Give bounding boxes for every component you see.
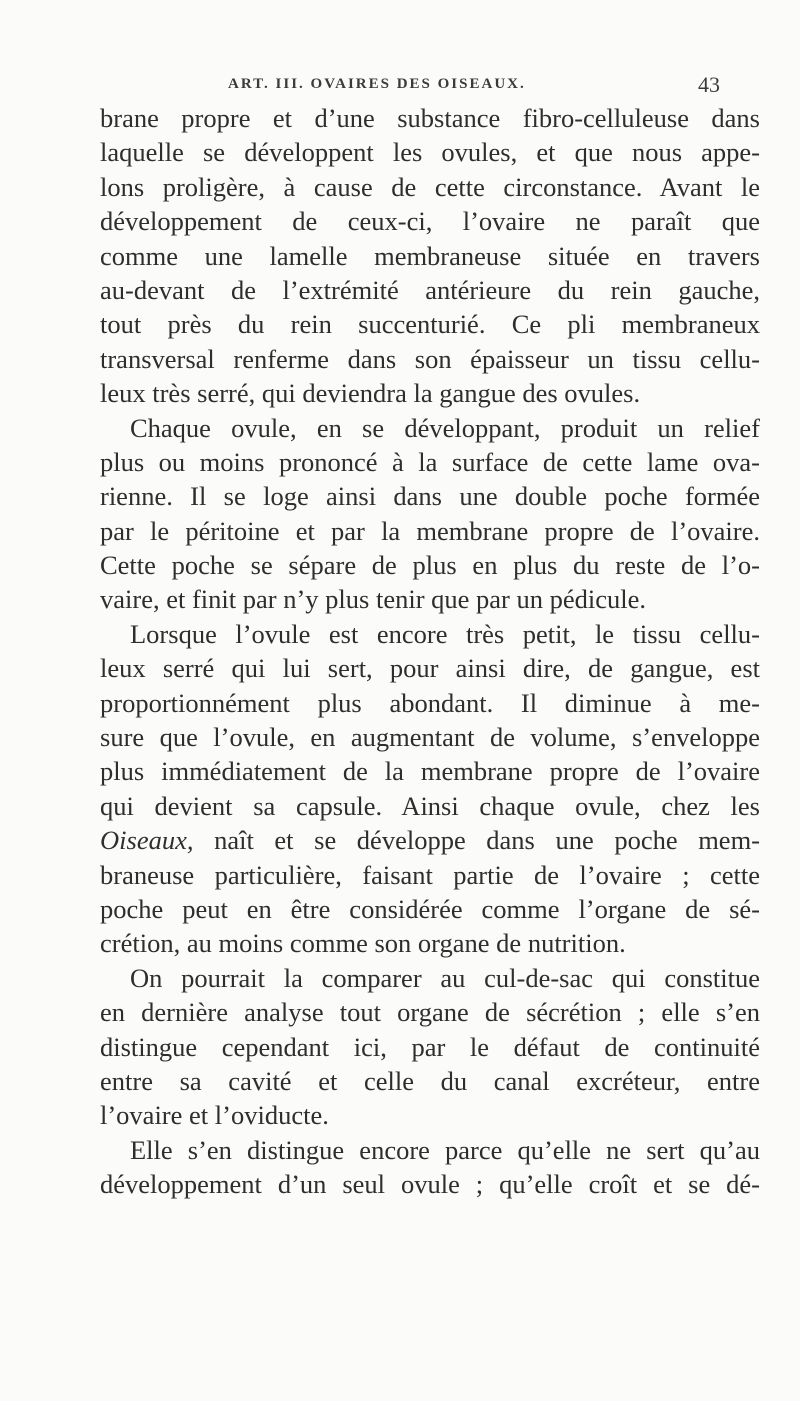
text-line: plus ou moins prononcé à la surface de cette lame ova- [100, 446, 760, 477]
text-line: braneuse particulière, faisant partie de l’ovaire ; cette [100, 859, 760, 890]
italic-term: Oiseaux, [100, 825, 194, 856]
text-line: lons proligère, à cause de cette circonstance. Avant le [100, 171, 760, 202]
text-line: vaire, et finit par n’y plus tenir que par un pédicule. [100, 584, 647, 615]
page-number: 43 [698, 72, 720, 97]
text-line: plus immédiatement de la membrane propre de l’ovaire [100, 756, 760, 787]
text-line: laquelle se développent les ovules, et que nous appe- [100, 137, 760, 168]
text-line: par le péritoine et par la membrane propre de l’ovaire. [100, 515, 760, 546]
text-line-rest: naît et se développe dans une poche mem- [214, 825, 761, 856]
text-line: tout près du rein succenturié. Ce pli membraneux [100, 309, 760, 340]
text-line: crétion, au moins comme son organe de nutrition. [100, 928, 626, 959]
text-line: Elle s’en distingue encore parce qu’elle ne sert qu’au [130, 1134, 760, 1165]
text-line: poche peut en être considérée comme l’organe de sé- [100, 893, 760, 924]
text-line: Chaque ovule, en se développant, produit un relief [130, 412, 760, 443]
text-line: transversal renferme dans son épaisseur un tissu cellu- [100, 343, 760, 374]
text-line: On pourrait la comparer au cul-de-sac qui constitue [130, 962, 760, 993]
text-line: qui devient sa capsule. Ainsi chaque ovule, chez les [100, 790, 760, 821]
running-title: ART. III. OVAIRES DES OISEAUX. [228, 76, 526, 92]
body-text [100, 101, 760, 1202]
text-line [100, 823, 760, 857]
text-line: leux très serré, qui deviendra la gangue des ovules. [100, 378, 641, 409]
text-line: en dernière analyse tout organe de sécrétion ; elle s’en [100, 997, 760, 1028]
text-line: brane propre et d’une substance fibro-celluleuse dans [100, 103, 760, 133]
text-line: développement de ceux-ci, l’ovaire ne paraît que [100, 206, 760, 237]
text-line: proportionnément plus abondant. Il diminue à me- [100, 687, 760, 718]
text-line: sure que l’ovule, en augmentant de volume, s’enveloppe [100, 722, 760, 753]
text-line: rienne. Il se loge ainsi dans une double poche formée [100, 481, 760, 512]
text-line: l’ovaire et l’oviducte. [100, 1100, 329, 1131]
text-line: développement d’un seul ovule ; qu’elle croît et se dé- [100, 1169, 760, 1200]
text-line: comme une lamelle membraneuse située en travers [100, 240, 760, 271]
text-line: Cette poche se sépare de plus en plus du reste de l’o- [100, 550, 760, 581]
text-line: entre sa cavité et celle du canal excréteur, entre [100, 1065, 760, 1096]
text-line: au-devant de l’extrémité antérieure du rein gauche, [100, 274, 760, 305]
text-line: leux serré qui lui sert, pour ainsi dire, de gangue, est [100, 653, 760, 684]
text-line: Lorsque l’ovule est encore très petit, le tissu cellu- [130, 618, 760, 649]
text-line: distingue cependant ici, par le défaut de continuité [100, 1031, 760, 1062]
